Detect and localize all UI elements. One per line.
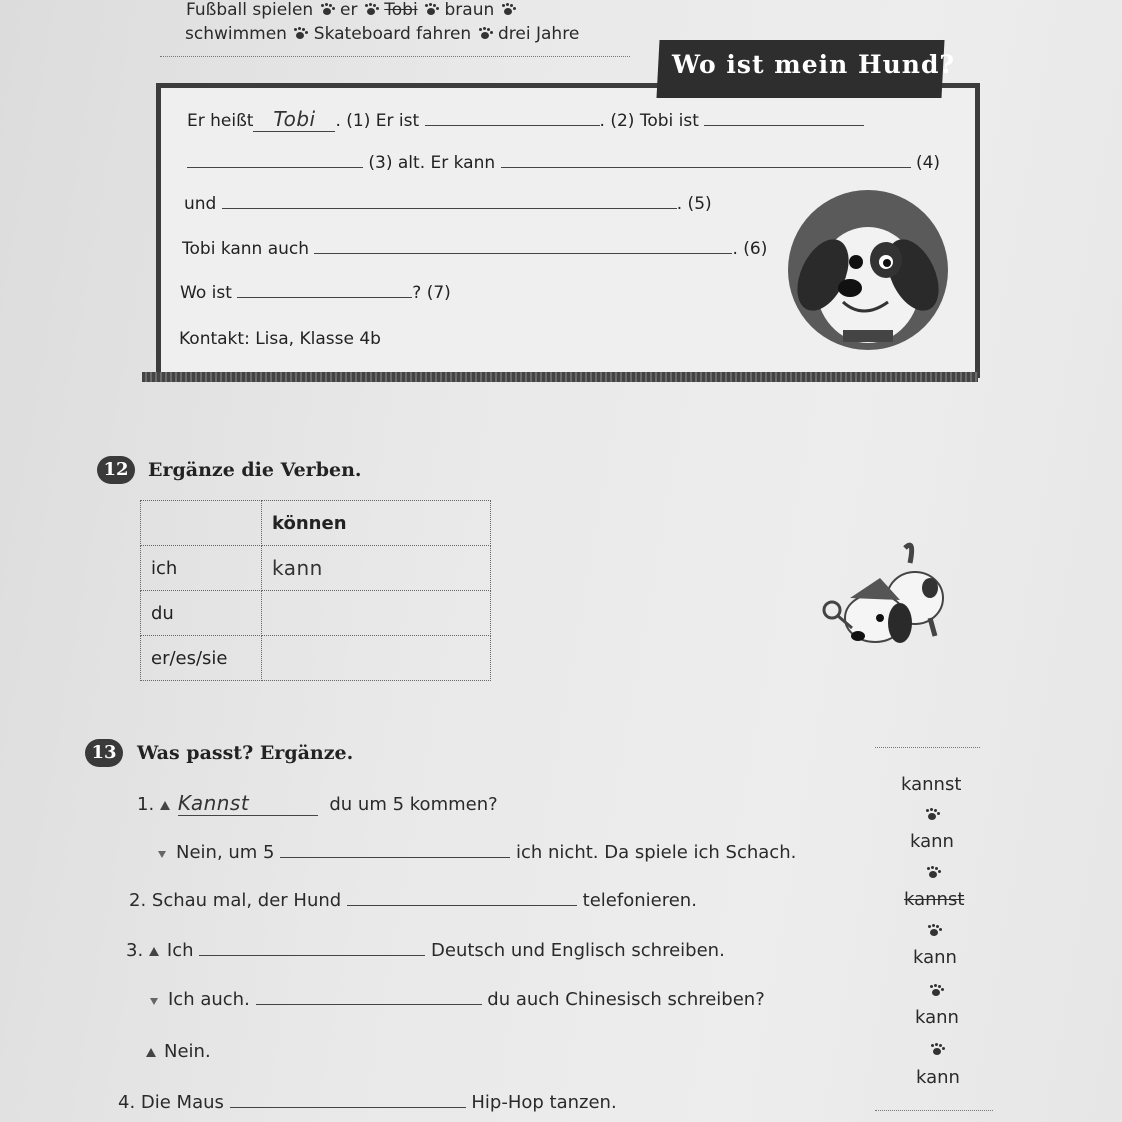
text: 1.: [137, 794, 155, 815]
text: Ich: [166, 940, 194, 961]
side-column-top-line: [875, 747, 980, 748]
paw-icon: [928, 985, 944, 997]
text: du auch Chinesisch schreiben?: [487, 989, 765, 1010]
side-word-2: kann: [910, 831, 954, 852]
poster-line-3: [184, 194, 712, 214]
poster-box-bottom: [142, 372, 978, 382]
blank-3[interactable]: [187, 166, 363, 168]
word-bank-divider: [160, 56, 630, 57]
table-row: [141, 546, 491, 591]
detective-dog-image: [820, 538, 950, 660]
sentence-3-no: [146, 1041, 211, 1062]
poster-line-4: [182, 239, 767, 259]
paw-icon: [924, 809, 940, 821]
poster-contact: Kontakt: Lisa, Klasse 4b: [179, 329, 381, 349]
poster-line-2: [187, 153, 940, 173]
word-bank-row-2: [185, 24, 579, 44]
text: Ich auch.: [168, 989, 250, 1010]
blank-6[interactable]: [314, 252, 732, 254]
word-bank-row-1: [186, 0, 516, 20]
side-word-3: kannst: [904, 889, 965, 910]
pronoun-cell: du: [141, 591, 262, 636]
blank-5[interactable]: [222, 207, 677, 209]
sentence-3: [126, 940, 725, 961]
paw-icon: [500, 4, 516, 16]
exercise-number-13: 13: [85, 739, 123, 767]
sentence-2: [129, 890, 697, 911]
paw-icon: [929, 1044, 945, 1056]
text: 2. Schau mal, der Hund: [129, 890, 342, 911]
text: . (6): [732, 239, 768, 259]
dog-portrait-image: [788, 190, 948, 350]
blank-s4[interactable]: [230, 1106, 466, 1108]
blank-s2[interactable]: [347, 904, 577, 906]
word-skateboard: Skateboard fahren: [313, 24, 472, 44]
speaker-a-triangle-icon: [146, 1048, 156, 1057]
poster-title: Wo ist mein Hund?: [672, 50, 956, 79]
sentence-4: [118, 1092, 617, 1113]
text: 4. Die Maus: [118, 1092, 224, 1113]
table-header-koennen: können: [262, 501, 491, 546]
answer-cell[interactable]: [262, 636, 491, 681]
table-row: [141, 591, 491, 636]
blank-2[interactable]: [704, 124, 864, 126]
word-braun: braun: [444, 0, 495, 20]
paw-icon: [926, 925, 942, 937]
table-corner: [141, 501, 262, 546]
text: Deutsch und Englisch schreiben.: [431, 940, 725, 961]
text: ? (7): [412, 283, 451, 303]
blank-4[interactable]: [501, 166, 911, 168]
text: 3.: [126, 940, 144, 961]
word-er: er: [340, 0, 358, 20]
speaker-a-triangle-icon: [149, 947, 159, 956]
answer-cell[interactable]: kann: [262, 546, 491, 591]
word-fussball: Fußball spielen: [186, 0, 314, 20]
text: Nein, um 5: [176, 842, 275, 863]
answer-kannst[interactable]: Kannst: [177, 791, 250, 815]
word-drei-jahre: drei Jahre: [498, 24, 580, 44]
side-word-5: kann: [915, 1007, 959, 1028]
text: . (5): [676, 194, 712, 214]
blank-s3r[interactable]: [256, 1003, 482, 1005]
text: ich nicht. Da spiele ich Schach.: [515, 842, 797, 863]
paw-icon: [423, 4, 439, 16]
exercise-number-12: 12: [97, 456, 135, 484]
paw-icon: [363, 4, 379, 16]
side-word-4: kann: [913, 947, 957, 968]
blank-s1r[interactable]: [280, 856, 510, 858]
text: . (1) Er ist: [335, 111, 420, 131]
paw-icon: [925, 867, 941, 879]
text: und: [184, 194, 217, 214]
pronoun-cell: ich: [141, 546, 262, 591]
side-word-1: kannst: [901, 774, 962, 795]
speaker-b-triangle-icon: [150, 998, 158, 1005]
table-row: [141, 636, 491, 681]
answer-cell[interactable]: [262, 591, 491, 636]
exercise-12-heading: Ergänze die Verben.: [148, 459, 362, 481]
text: Er heißt: [187, 111, 254, 131]
text: telefonieren.: [582, 890, 697, 911]
blank-s3[interactable]: [199, 954, 425, 956]
text: . (2) Tobi ist: [599, 111, 699, 131]
text: du um 5 kommen?: [329, 794, 498, 815]
text: Nein.: [164, 1041, 211, 1062]
text: Hip-Hop tanzen.: [471, 1092, 617, 1113]
text: (3) alt. Er kann: [368, 153, 496, 173]
exercise-13-heading: Was passt? Ergänze.: [137, 742, 354, 764]
speaker-b-triangle-icon: [158, 851, 166, 858]
blank-7[interactable]: [237, 296, 412, 298]
speaker-a-triangle-icon: [160, 801, 170, 810]
sentence-3-reply: [150, 989, 765, 1010]
blank-1[interactable]: [425, 124, 600, 126]
text: Tobi kann auch: [182, 239, 310, 259]
poster-line-5: [180, 283, 451, 303]
side-column-bottom-line: [875, 1110, 993, 1111]
word-schwimmen: schwimmen: [185, 24, 287, 44]
poster-line-1: [187, 107, 864, 132]
paw-icon: [477, 28, 493, 40]
answer-tobi[interactable]: Tobi: [273, 107, 316, 131]
text: (4): [915, 153, 941, 173]
side-word-6: kann: [916, 1067, 960, 1088]
sentence-1: [137, 791, 498, 816]
paw-icon: [319, 4, 335, 16]
text: Wo ist: [180, 283, 232, 303]
table-header-row: [141, 501, 491, 546]
sentence-1-reply: [158, 842, 796, 863]
paw-icon: [292, 28, 308, 40]
word-tobi: Tobi: [384, 0, 418, 20]
verb-table: [140, 500, 491, 681]
pronoun-cell: er/es/sie: [141, 636, 262, 681]
